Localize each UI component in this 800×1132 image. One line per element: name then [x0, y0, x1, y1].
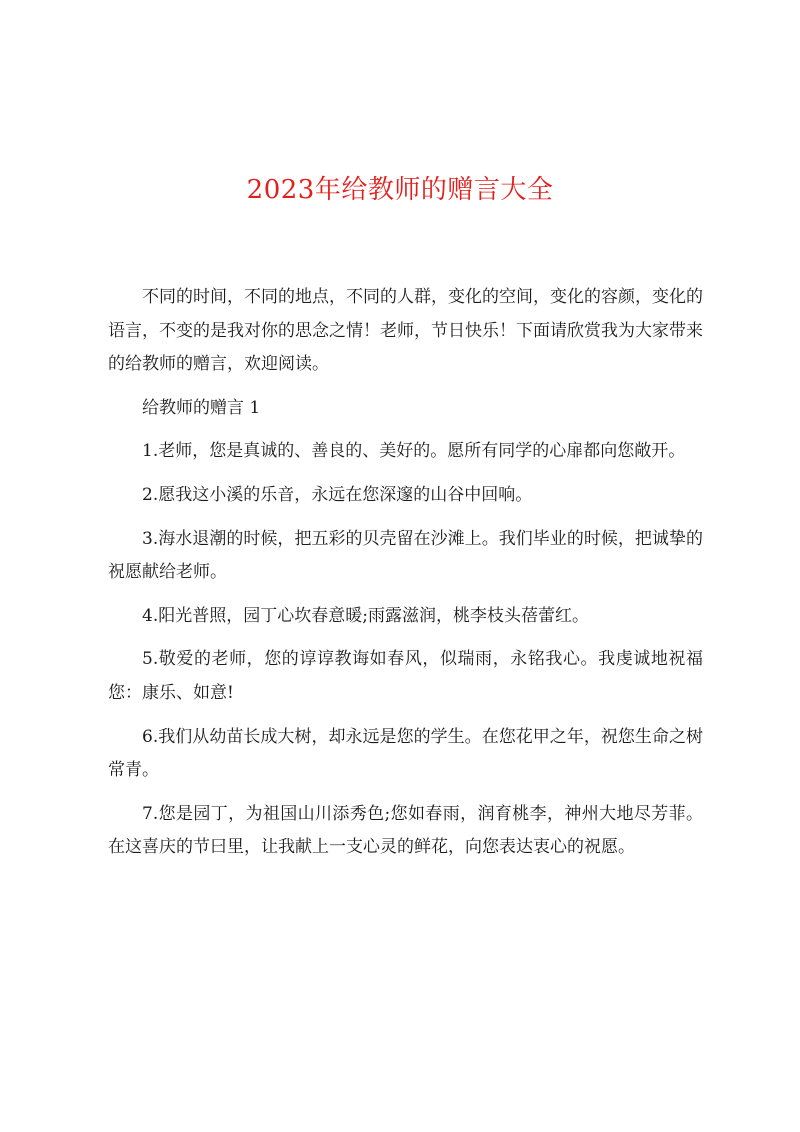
document-body	[108, 281, 703, 875]
list-item: 2.愿我这小溪的乐音，永远在您深邃的山谷中回响。	[142, 484, 533, 505]
list-item: 4.阳光普照，园丁心坎春意暖;雨露滋润，桃李枝头蓓蕾红。	[142, 605, 589, 626]
list-item: 5.敬爱的老师，您的谆谆教诲如春风，似瑞雨，永铭我心。我虔诚地祝福您：康乐、如意!	[108, 649, 703, 703]
list-item: 7.您是园丁，为祖国山川添秀色;您如春雨，润育桃李，神州大地尽芳菲。在这喜庆的节曰里，让我献上一支心灵的鲜花，向您表达衷心的祝愿。	[108, 803, 703, 858]
document-title: 2023年给教师的赠言大全	[246, 175, 554, 205]
list-item: 1.老师，您是真诚的、善良的、美好的。愿所有同学的心扉都向您敞开。	[142, 441, 686, 462]
intro-paragraph: 不同的时间，不同的地点，不同的人群，变化的空间，变化的容颜，变化的语言，不变的是我对你的思念之情！老师，节日快乐！下面请欣赏我为大家带来的给教师的赠言，欢迎阅读。	[108, 287, 703, 375]
section-heading: 给教师的赠言 1	[142, 397, 261, 418]
list-item: 3.海水退潮的时候，把五彩的贝壳留在沙滩上。我们毕业的时候，把诚挚的祝愿献给老师。	[108, 528, 703, 583]
list-item: 6.我们从幼苗长成大树，却永远是您的学生。在您花甲之年，祝您生命之树常青。	[108, 726, 703, 781]
